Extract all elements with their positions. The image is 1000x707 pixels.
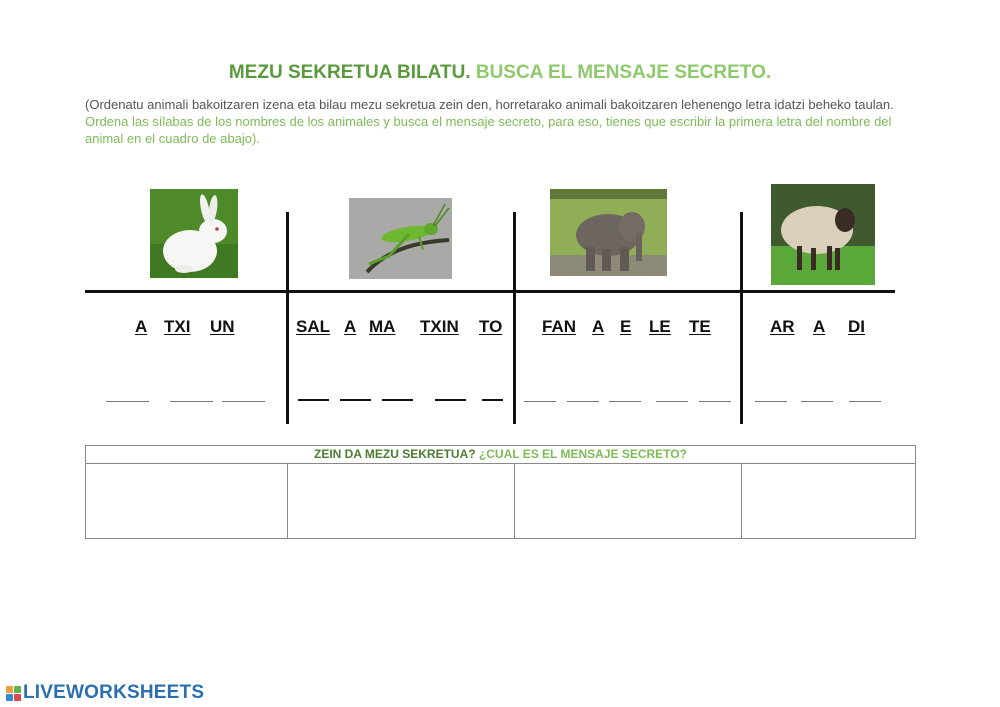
- horizontal-divider: [85, 290, 895, 293]
- answer-blank[interactable]: [524, 401, 556, 402]
- answer-blank[interactable]: [609, 401, 641, 402]
- syllable: TXIN: [420, 317, 459, 336]
- secret-message-header: [86, 446, 915, 464]
- page-title: [0, 62, 1000, 84]
- elephant-image: [550, 189, 667, 276]
- secret-message-table: [85, 445, 916, 539]
- answer-blank[interactable]: [382, 399, 413, 401]
- answer-blank[interactable]: [699, 401, 731, 402]
- header-basque: ZEIN DA MEZU SEKRETUA?: [314, 447, 476, 461]
- liveworksheets-logo[interactable]: [6, 682, 204, 704]
- instructions-spanish: Ordena las sílabas de los nombres de los animales y busca el mensaje secreto, para eso, tienes que escribir la primera letra del nombre del animal en el cuadro de abajo).: [85, 114, 892, 146]
- answer-blank[interactable]: [435, 399, 466, 401]
- answer-blank[interactable]: [106, 401, 149, 402]
- syllable: AR: [770, 317, 795, 336]
- syllable: A: [813, 317, 826, 336]
- answer-blank[interactable]: [340, 399, 371, 401]
- syllable: LE: [649, 317, 671, 336]
- instructions: [85, 96, 920, 147]
- sheep-image: [771, 184, 875, 285]
- syllable: UN: [210, 317, 235, 336]
- syllable: FAN: [542, 317, 576, 336]
- answer-blank[interactable]: [298, 399, 329, 401]
- rabbit-image: [150, 189, 238, 278]
- answer-blank[interactable]: [567, 401, 599, 402]
- syllable: MA: [369, 317, 396, 336]
- syllable: TXI: [164, 317, 191, 336]
- answer-blank[interactable]: [222, 401, 265, 402]
- syllable: SAL: [296, 317, 330, 336]
- answer-blank[interactable]: [801, 401, 833, 402]
- answer-blank[interactable]: [849, 401, 881, 402]
- header-spanish: ¿CUAL ES EL MENSAJE SECRETO?: [478, 447, 687, 461]
- answer-blank[interactable]: [755, 401, 787, 402]
- logo-text: LIVEWORKSHEETS: [23, 682, 205, 703]
- answer-cell-2[interactable]: [288, 463, 515, 538]
- title-spanish: BUSCA EL MENSAJE SECRETO.: [475, 62, 772, 83]
- column-divider-2: [513, 212, 516, 424]
- column-divider-1: [286, 212, 289, 424]
- syllable: TO: [479, 317, 503, 336]
- syllable: A: [135, 317, 148, 336]
- syllable: TE: [689, 317, 711, 336]
- instructions-basque: (Ordenatu animali bakoitzaren izena eta bilau mezu sekretua zein den, horretarako animali bakoitzaren lehenengo letra idatzi beheko taulan.: [85, 97, 894, 112]
- answer-cell-4[interactable]: [742, 463, 915, 538]
- logo-mark-icon: [6, 686, 21, 701]
- answer-cell-3[interactable]: [515, 463, 742, 538]
- syllable: E: [620, 317, 632, 336]
- syllable: DI: [848, 317, 865, 336]
- grasshopper-image: [349, 198, 452, 279]
- syllable: A: [344, 317, 357, 336]
- column-divider-3: [740, 212, 743, 424]
- answer-blank[interactable]: [656, 401, 688, 402]
- answer-blank[interactable]: [170, 401, 213, 402]
- answer-cell-1[interactable]: [86, 463, 288, 538]
- answer-blank[interactable]: [482, 399, 503, 401]
- syllable: A: [592, 317, 605, 336]
- title-basque: MEZU SEKRETUA BILATU.: [228, 62, 471, 83]
